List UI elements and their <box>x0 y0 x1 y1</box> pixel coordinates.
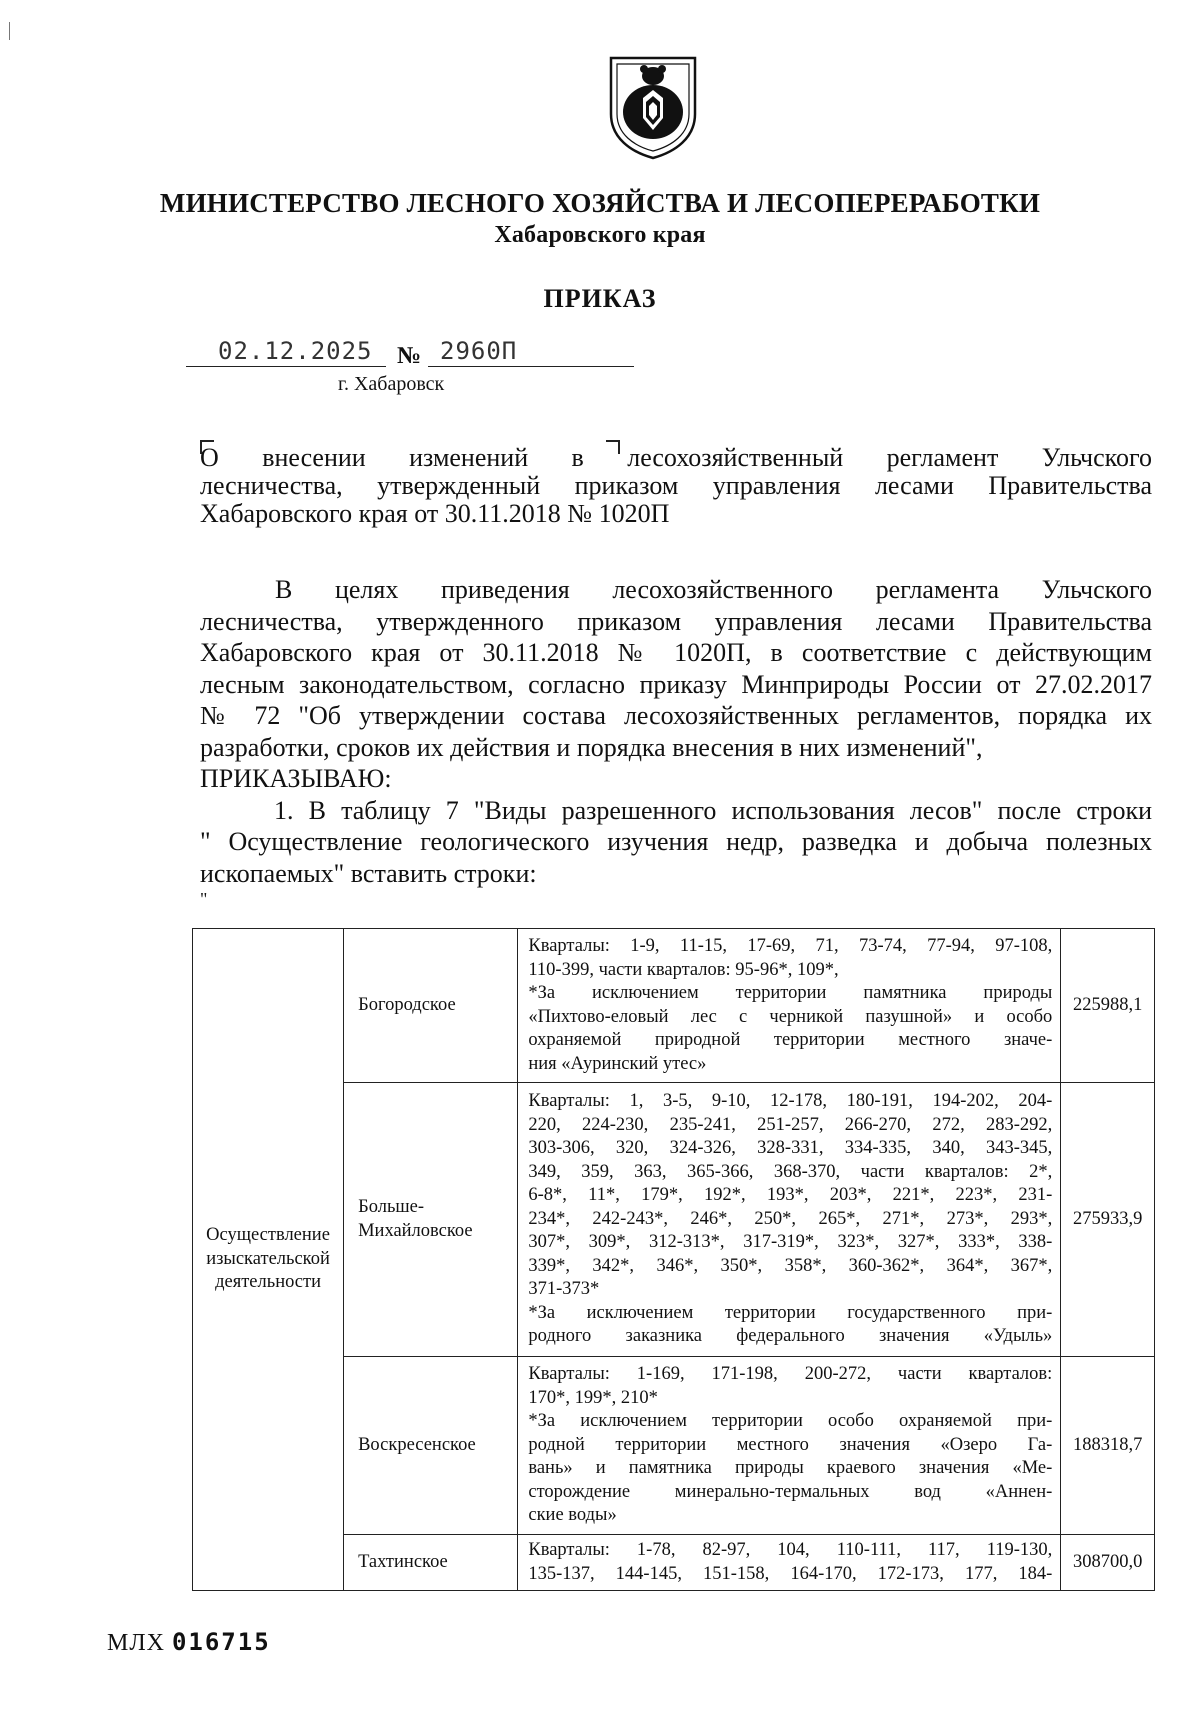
subject-line: лесничества, утвержденный приказом управления лесами Правительства <box>200 471 1152 500</box>
quarters-line: Кварталы: 1, 3-5, 9-10, 12-178, 180-191, 194-202, 204- <box>528 1091 1053 1112</box>
quarters-cell <box>518 1083 1061 1357</box>
order-body <box>200 574 1152 909</box>
blank-number: 016715 <box>171 1628 271 1656</box>
quarters-line: 220, 224-230, 235-241, 251-257, 266-270, 272, 283-292, <box>528 1114 1053 1135</box>
quarters-line: 371-373* <box>528 1279 600 1300</box>
blank-serial <box>107 1628 271 1657</box>
body-line: лесным законодательством, согласно приказу Минприроды России от 27.02.2017 <box>200 669 1152 699</box>
city: г. Хабаровск <box>338 373 445 395</box>
ministry-name: МИНИСТЕРСТВО ЛЕСНОГО ХОЗЯЙСТВА И ЛЕСОПЕРЕРАБОТКИ <box>159 188 1041 218</box>
forestry-cell <box>344 1357 518 1535</box>
scan-edge-mark <box>9 22 10 40</box>
quarters-line: вань» и памятника природы краевого значения «Ме- <box>528 1458 1053 1479</box>
ministry-region: Хабаровского края <box>494 222 706 248</box>
area-cell: 225988,1 <box>1061 929 1155 1083</box>
quarters-line: 339*, 342*, 346*, 350*, 358*, 360-362*, 364*, 367*, <box>528 1255 1053 1276</box>
quarters-line: 135-137, 144-145, 151-158, 164-170, 172-173, 177, 184- <box>528 1563 1053 1584</box>
forestry-cell <box>344 1535 518 1591</box>
quarters-line: 234*, 242-243*, 246*, 250*, 265*, 271*, 273*, 293*, <box>528 1208 1053 1229</box>
quarters-line: 170*, 199*, 210* <box>528 1387 658 1408</box>
forestry-name: Тахтинское <box>358 1551 448 1572</box>
forestry-name: Воскресенское <box>358 1434 476 1455</box>
quarters-line: ские воды» <box>528 1505 617 1526</box>
point-line: ископаемых" вставить строки: <box>200 858 537 888</box>
point-line: 1. В таблицу 7 "Виды разрешенного использования лесов" после строки <box>274 795 1152 825</box>
body-line: Хабаровского края от 30.11.2018 № 1020П, в соответствие с действующим <box>200 638 1152 667</box>
forestry-name: Михайловское <box>358 1220 473 1241</box>
quarters-cell <box>518 929 1061 1083</box>
quarters-line: *За исключением территории государственного при- <box>528 1302 1053 1323</box>
quarters-line: 110-399, части кварталов: 95-96*, 109*, <box>528 959 839 980</box>
body-line: лесничества, утвержденного приказом управления лесами Правительства <box>200 606 1152 636</box>
quarters-cell <box>518 1357 1061 1535</box>
activity-line: изыскательской <box>206 1248 330 1269</box>
body-line: № 72 "Об утверждении состава лесохозяйственных регламентов, порядка их <box>200 701 1152 730</box>
subject-line: Хабаровского края от 30.11.2018 № 1020П <box>200 499 670 528</box>
activity-line: деятельности <box>215 1272 321 1293</box>
order-number: 2960П <box>440 337 518 365</box>
blank-series: МЛХ <box>107 1630 165 1656</box>
forestry-cell <box>344 1083 518 1357</box>
area-cell: 188318,7 <box>1061 1357 1155 1535</box>
quarters-line: *За исключением территории особо охраняемой при- <box>528 1411 1053 1432</box>
number-sign: № <box>397 343 422 369</box>
coat-of-arms-icon <box>603 52 703 160</box>
open-quote: " <box>200 889 208 909</box>
quarters-line: 303-306, 320, 324-326, 328-331, 334-335, 340, 343-345, <box>528 1138 1053 1159</box>
quarters-line: сторождение минерально-термальных вод «Аннен- <box>528 1481 1053 1502</box>
forestry-name: Богородское <box>358 994 456 1015</box>
quarters-line: 6-8*, 11*, 179*, 192*, 193*, 203*, 221*, 223*, 231- <box>528 1185 1053 1206</box>
order-date: 02.12.2025 <box>218 337 373 365</box>
table-row <box>193 929 1155 1083</box>
quarters-line: *За исключением территории памятника природы <box>528 983 1053 1003</box>
quarters-line: «Пихтово-еловый лес с черникой пазушной» и особо <box>528 1006 1053 1027</box>
document-type: ПРИКАЗ <box>543 284 657 313</box>
quarters-line: родной территории местного значения «Озеро Га- <box>528 1434 1053 1455</box>
area-cell: 275933,9 <box>1061 1083 1155 1357</box>
quarters-line: Кварталы: 1-78, 82-97, 104, 110-111, 117, 119-130, <box>528 1540 1053 1560</box>
quarters-line: Кварталы: 1-169, 171-198, 200-272, части кварталов: <box>528 1364 1053 1385</box>
quarters-cell <box>518 1535 1061 1591</box>
activity-cell <box>193 929 344 1591</box>
forestry-cell <box>344 929 518 1083</box>
quarters-line: родного заказника федерального значения «Удыль» <box>528 1326 1053 1347</box>
order-word: ПРИКАЗЫВАЮ: <box>200 764 392 793</box>
quarters-line: ния «Ауринский утес» <box>528 1053 707 1074</box>
area-cell: 308700,0 <box>1061 1535 1155 1591</box>
quarters-line: 307*, 309*, 312-313*, 317-319*, 323*, 327*, 333*, 338- <box>528 1232 1053 1253</box>
quarters-line: охраняемой природной территории местного значе- <box>528 1030 1053 1050</box>
activity-line: Осуществление <box>206 1225 330 1246</box>
body-line: В целях приведения лесохозяйственного регламента Ульчского <box>275 575 1152 604</box>
order-subject <box>200 444 1152 528</box>
forestry-name: Больше- <box>358 1197 425 1217</box>
quarters-line: 349, 359, 363, 365-366, 368-370, части кварталов: 2*, <box>528 1161 1053 1182</box>
quarters-line: Кварталы: 1-9, 11-15, 17-69, 71, 73-74, 77-94, 97-108, <box>528 936 1053 956</box>
body-line: разработки, сроков их действия и порядка внесения в них изменений", <box>200 732 983 762</box>
point-line: " Осуществление геологического изучения недр, разведка и добыча полезных <box>200 827 1152 856</box>
permitted-use-table <box>192 928 1155 1591</box>
subject-line: О внесении изменений в лесохозяйственный регламент Ульчского <box>200 443 1152 472</box>
